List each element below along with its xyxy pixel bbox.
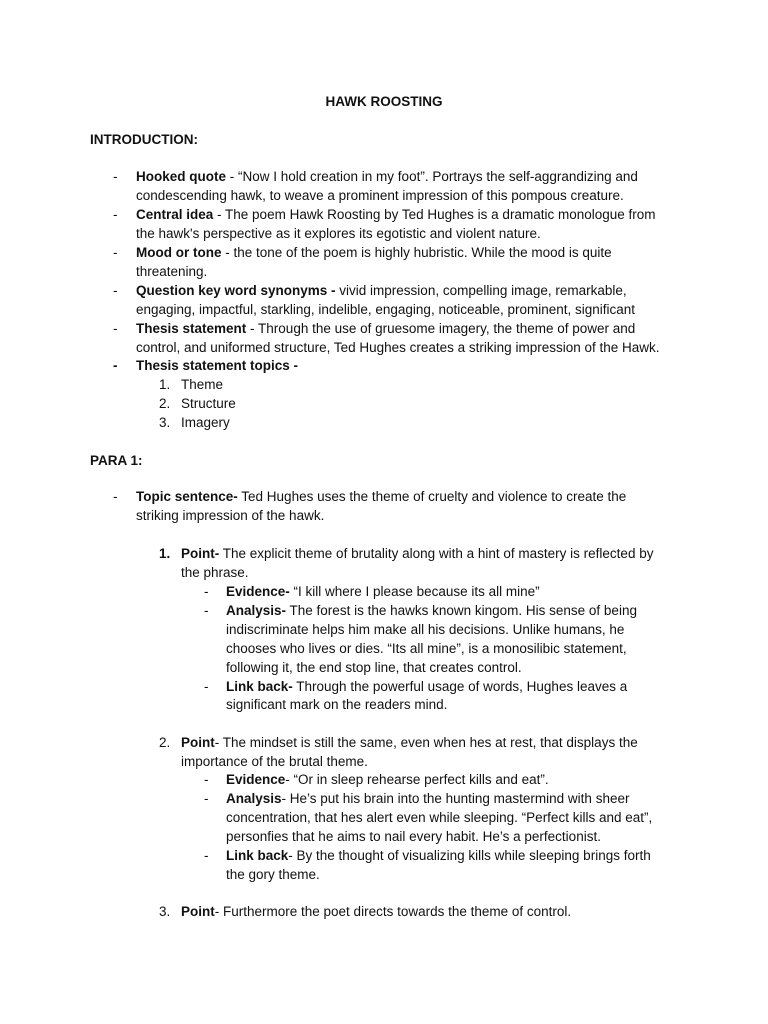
topic-number: 2. [159, 396, 171, 411]
dash-bullet: - [113, 358, 118, 373]
evidence-label: Evidence [226, 772, 286, 787]
dash-bullet: - [113, 489, 118, 504]
bullet-text: vivid impression, compelling image, remarkable, [335, 283, 627, 298]
analysis-2-cont: personfies that he aims to nail every habit. He’s a perfectionist. [226, 829, 601, 844]
para1-heading: PARA 1: [90, 453, 143, 468]
list-item [136, 205, 656, 224]
topic-item: Structure [181, 396, 236, 411]
list-item-cont: engaging, impactful, starkling, indelible, engaging, noticeable, prominent, significant [136, 302, 636, 317]
list-item [136, 319, 635, 338]
intro-heading: INTRODUCTION: [90, 132, 198, 147]
dash-bullet: - [204, 584, 209, 599]
link-text: Through the powerful usage of words, Hughes leaves a [292, 679, 628, 694]
dash-bullet: - [204, 791, 209, 806]
dash-bullet: - [113, 169, 118, 184]
bullet-text: - “Now I hold creation in my foot”. Portrays the self-aggrandizing and [226, 169, 638, 184]
analysis-1-cont: following it, the end stop line, that creates control. [226, 660, 522, 675]
link-back-2 [226, 846, 651, 865]
analysis-1 [226, 601, 637, 620]
dash-bullet: - [113, 245, 118, 260]
bullet-text: - The poem Hawk Roosting by Ted Hughes is a dramatic monologue from [213, 207, 656, 222]
list-item-cont: condescending hawk, to weave a prominent impression of this pompous creature. [136, 188, 624, 203]
point-text: - The mindset is still the same, even when hes at rest, that displays the [214, 735, 638, 750]
bullet-text: - Through the use of gruesome imagery, the theme of power and [246, 321, 636, 336]
bullet-text: Ted Hughes uses the theme of cruelty and violence to create the [237, 489, 627, 504]
evidence-1 [226, 582, 540, 601]
dash-bullet: - [113, 321, 118, 336]
list-item [136, 243, 612, 262]
bullet-term: Mood or tone [136, 245, 222, 260]
dash-bullet: - [204, 772, 209, 787]
list-item-cont: the hawk's perspective as it explores its egotistic and violent nature. [136, 226, 541, 241]
point-2-cont: importance of the brutal theme. [181, 754, 368, 769]
analysis-1-cont: chooses who lives or dies. “Its all mine”, is a monosilibic statement, [226, 641, 627, 656]
topic-number: 3. [159, 415, 171, 430]
evidence-label: Evidence- [226, 584, 290, 599]
link-text: - By the thought of visualizing kills while sleeping brings forth [288, 848, 651, 863]
topic-sentence [136, 487, 626, 506]
topic-number: 1. [159, 377, 171, 392]
point-1-cont: the phrase. [181, 565, 249, 580]
link-back-2-cont: the gory theme. [226, 867, 320, 882]
point-text: The explicit theme of brutality along with a hint of mastery is reflected by [219, 546, 654, 561]
analysis-label: Analysis- [226, 603, 287, 618]
topic-item: Theme [181, 377, 224, 392]
analysis-2 [226, 789, 629, 808]
evidence-2 [226, 770, 549, 789]
page-title: HAWK ROOSTING [325, 94, 443, 109]
evidence-text: - “Or in sleep rehearse perfect kills and eat”. [285, 772, 549, 787]
dash-bullet: - [204, 679, 209, 694]
bullet-term: Topic sentence- [136, 489, 238, 504]
dash-bullet: - [204, 603, 209, 618]
link-back-1 [226, 677, 627, 696]
topic-sentence-cont: striking impression of the hawk. [136, 508, 325, 523]
list-item: Thesis statement topics - [136, 358, 299, 373]
list-item [136, 281, 627, 300]
dash-bullet: - [113, 207, 118, 222]
point-3 [181, 902, 571, 921]
bullet-term: Thesis statement [136, 321, 247, 336]
point-number: 3. [159, 904, 171, 919]
list-item [136, 167, 638, 186]
point-number: 2. [159, 735, 171, 750]
bullet-term: Central idea [136, 207, 214, 222]
dash-bullet: - [113, 283, 118, 298]
analysis-text: - He’s put his brain into the hunting mastermind with sheer [281, 791, 630, 806]
point-1 [181, 544, 653, 563]
bullet-term: Hooked quote [136, 169, 226, 184]
analysis-1-cont: indiscriminate helps him make all his decisions. Unlike humans, he [226, 622, 625, 637]
analysis-2-cont: concentration, that hes alert even while sleeping. “Perfect kills and eat”, [226, 810, 653, 825]
bullet-text: - the tone of the poem is highly hubristic. While the mood is quite [221, 245, 612, 260]
point-text: - Furthermore the poet directs towards the theme of control. [214, 904, 572, 919]
point-label: Point [181, 904, 215, 919]
bullet-term: Question key word synonyms - [136, 283, 336, 298]
topic-item: Imagery [181, 415, 230, 430]
evidence-text: “I kill where I please because its all mine” [289, 584, 540, 599]
analysis-text: The forest is the hawks known kingom. His sense of being [286, 603, 637, 618]
point-label: Point [181, 735, 215, 750]
point-number: 1. [159, 546, 171, 561]
dash-bullet: - [204, 848, 209, 863]
analysis-label: Analysis [226, 791, 282, 806]
list-item-cont: control, and uniformed structure, Ted Hughes creates a striking impression of the Hawk. [136, 340, 660, 355]
link-label: Link back- [226, 679, 293, 694]
list-item-cont: threatening. [136, 264, 208, 279]
point-2 [181, 733, 638, 752]
link-back-1-cont: significant mark on the readers mind. [226, 697, 448, 712]
point-label: Point- [181, 546, 220, 561]
link-label: Link back [226, 848, 289, 863]
